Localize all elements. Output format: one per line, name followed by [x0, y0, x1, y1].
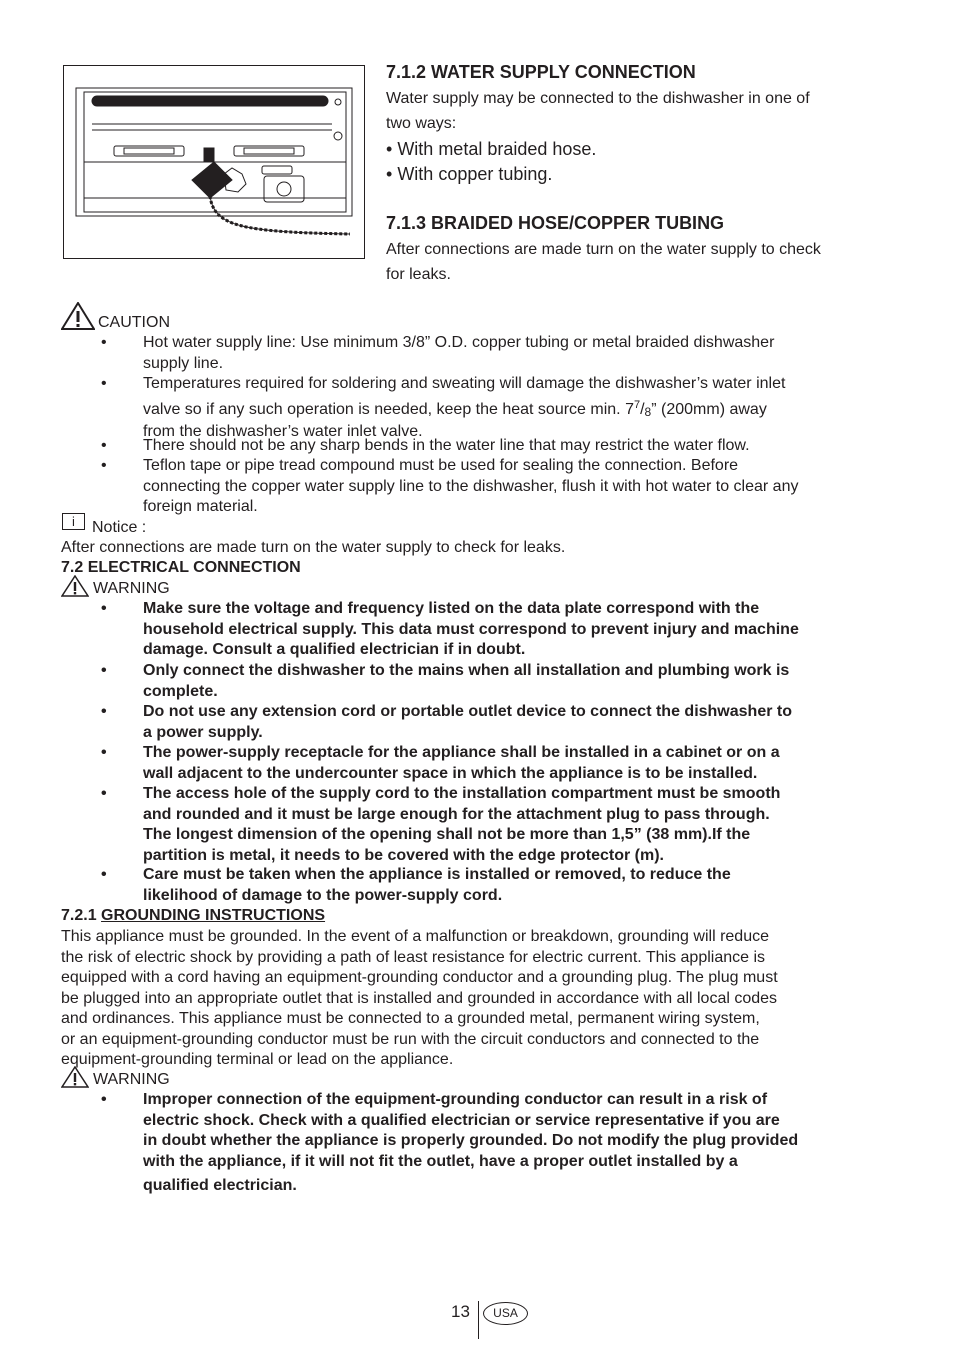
- bullet-icon: •: [101, 334, 107, 351]
- list-item: • There should not be any sharp bends in the water line that may restrict the water flow.: [61, 436, 901, 457]
- bullet-icon: •: [101, 437, 107, 454]
- notice-text: After connections are made turn on the water supply to check for leaks.: [61, 539, 566, 556]
- bullet-icon: •: [101, 744, 107, 761]
- warning-label: WARNING: [93, 580, 170, 597]
- list-item: • Only connect the dishwasher to the mains when all installation and plumbing work is complete.: [101, 662, 790, 700]
- list-item: • The power-supply receptacle for the appliance shall be installed in a cabinet or on a wall adjacent to the undercounter space in which the appliance is to be installed.: [101, 744, 780, 782]
- warning-triangle-icon: [61, 1066, 89, 1093]
- page-number: 13: [451, 1302, 470, 1321]
- list-item: • Make sure the voltage and frequency listed on the data plate correspond with the household electrical supply. This data must correspond to prevent injury and machine damage. Consult a qualified electrician if in doubt.: [101, 600, 799, 658]
- section-713-line2: for leaks.: [386, 266, 451, 283]
- list-item: • With metal braided hose.: [386, 139, 597, 159]
- list-item: • With copper tubing.: [386, 164, 553, 184]
- bullet-icon: •: [101, 785, 107, 802]
- list-item: • Improper connection of the equipment-grounding conductor can result in a risk of electric shock. Check with a qualified electrician or service representative if you are in doubt whether the appliance is properly grounded. Do not modify the plug provided with the appliance, if it will not fit the outlet, have a proper outlet installed by a qualified electrician.: [101, 1091, 799, 1194]
- warning-label: WARNING: [93, 1071, 170, 1088]
- dishwasher-underside-drawing: [64, 66, 364, 258]
- bullet-icon: •: [101, 600, 107, 617]
- warning-triangle-icon: [61, 575, 89, 602]
- section-712-title: 7.1.2 WATER SUPPLY CONNECTION: [386, 62, 696, 82]
- bullet-icon: •: [101, 662, 107, 679]
- bullet-icon: •: [101, 866, 107, 883]
- bullet-icon: •: [101, 703, 107, 720]
- bullet-icon: •: [386, 164, 398, 184]
- list-item: • Temperatures required for soldering and sweating will damage the dishwasher’s water inlet valve so if any such operation is needed, keep the heat source min. $7^7/8$” (200mm) away from the dishwasher’s water inlet valve.: [101, 375, 786, 440]
- list-item: • Care must be taken when the appliance is installed or removed, to reduce the likelihood of damage to the power-supply cord.: [101, 866, 731, 904]
- list-item: • Hot water supply line: Use minimum 3/8” O.D. copper tubing or metal braided dishwasher supply line.: [101, 334, 775, 372]
- region-badge: USA: [483, 1302, 528, 1325]
- list-item: • The access hole of the supply cord to the installation compartment must be smooth and rounded and it must be large enough for the attachment plug to pass through. The longest dimension of the opening shall not be more than 1,5” (38 mm).If the partition is metal, it needs to be covered with the edge protector (m).: [101, 785, 781, 864]
- footer-divider: [478, 1301, 479, 1339]
- bullet-icon: •: [101, 1091, 107, 1108]
- section-721-title: 7.2.1 GROUNDING INSTRUCTIONS: [61, 907, 326, 924]
- bullet-icon: •: [386, 139, 398, 159]
- list-item: • Do not use any extension cord or portable outlet device to connect the dishwasher to a power supply.: [101, 703, 792, 741]
- notice-label: Notice :: [92, 519, 147, 536]
- list-item: • Teflon tape or pipe tread compound must be used for sealing the connection. Before connecting the copper water supply line to the dishwasher, flush it with hot water to clear any foreign material.: [101, 457, 799, 515]
- grounding-paragraph: This appliance must be grounded. In the event of a malfunction or breakdown, grounding will reduce the risk of electric shock by providing a path of least resistance for electric current. This appliance is equipped with a cord having an equipment-grounding conductor and a grounding plug. The plug must be plugged into an appropriate outlet that is installed and grounded in accordance with all local codes and ordinances. This appliance must be connected to a grounded metal, permanent wiring system, or an equipment-grounding conductor must be run with the circuit conductors and connected to the equipment-grounding terminal or lead on the appliance.: [61, 928, 778, 1068]
- bullet-icon: •: [101, 457, 107, 474]
- section-72-title: 7.2 ELECTRICAL CONNECTION: [61, 559, 301, 576]
- warning-triangle-icon: [61, 302, 95, 335]
- section-713-line1: After connections are made turn on the water supply to check: [386, 241, 821, 258]
- bullet-icon: •: [101, 375, 107, 392]
- section-713-title: 7.1.3 BRAIDED HOSE/COPPER TUBING: [386, 213, 725, 233]
- section-712-line1: Water supply may be connected to the dishwasher in one of: [386, 90, 810, 107]
- caution-label: CAUTION: [98, 314, 170, 331]
- section-712-line2: two ways:: [386, 115, 457, 132]
- info-box-icon: i: [62, 513, 85, 530]
- water-connection-illustration: [63, 65, 365, 259]
